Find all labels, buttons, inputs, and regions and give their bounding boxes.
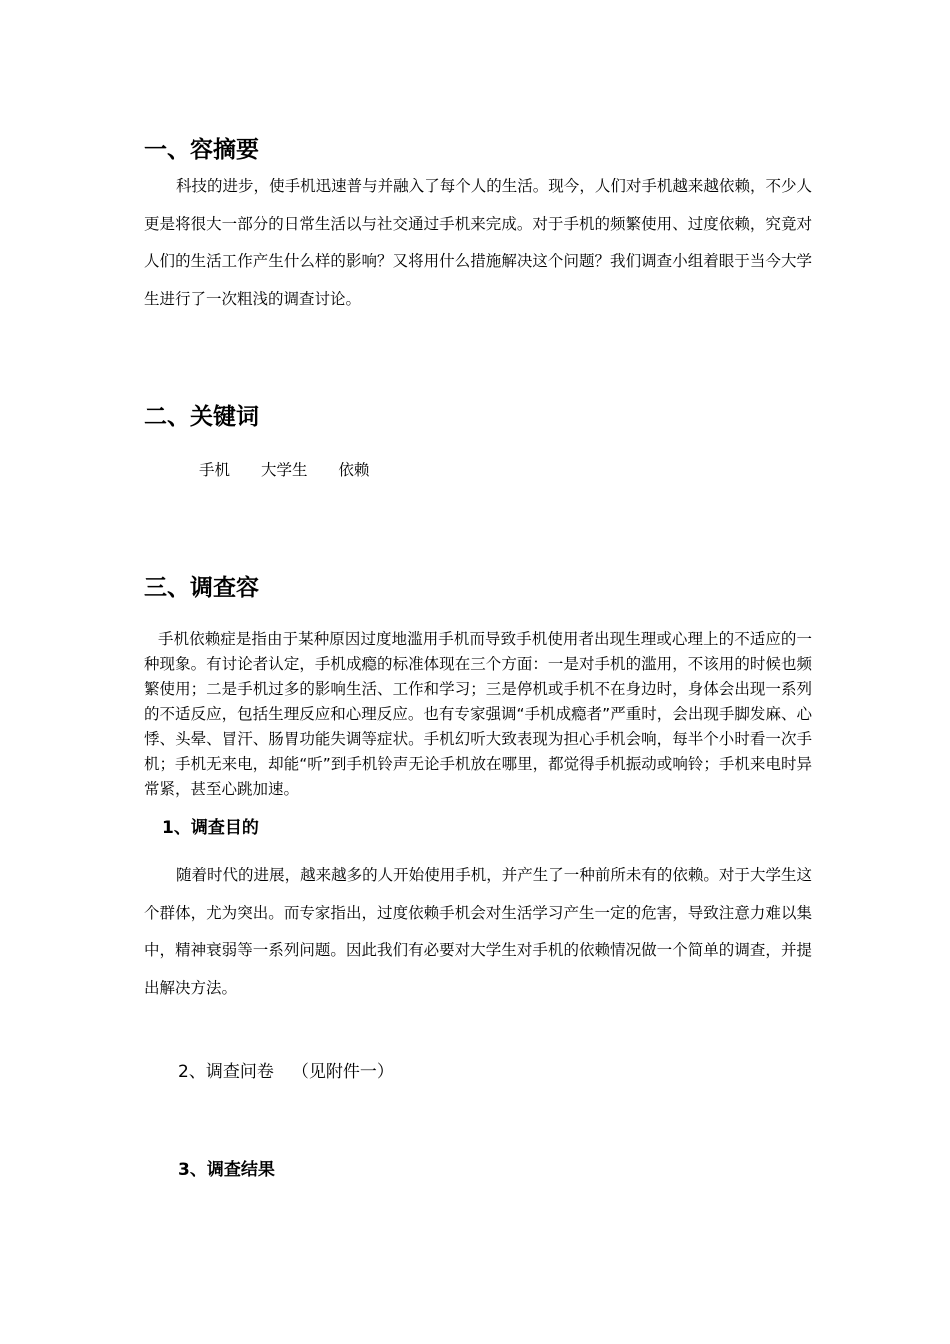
keyword-item: 手机 — [199, 461, 231, 479]
appendix-note: （见附件一） — [291, 1062, 394, 1082]
abstract-paragraph: 科技的进步，使手机迅速普与并融入了每个人的生活。现今，人们对手机越来越依赖，不少人更是将很大一部分的日常生活以与社交通过手机来完成。对于手机的频繁使用、过度依赖，究竟对人们的生活工作产生什么样的影响？又将用什么措施解决这个问题？我们调查小组着眼于当今大学生进行了一次粗浅的调查讨论。 — [144, 177, 812, 308]
subsection-title-questionnaire: 2、调查问卷 — [178, 1062, 274, 1082]
subsection-questionnaire — [178, 1058, 394, 1086]
purpose-paragraph: 随着时代的进展，越来越多的人开始使用手机，并产生了一种前所未有的依赖。对于大学生这个群体，尤为突出。而专家指出，过度依赖手机会对生活学习产生一定的危害，导致注意力难以集中，精神衰弱等一系列问题。因此我们有必要对大学生对手机的依赖情况做一个简单的调查，并提出解决方法。 — [144, 866, 812, 997]
section-heading-abstract: 一、容摘要 — [144, 137, 259, 163]
keyword-item: 大学生 — [260, 461, 308, 479]
section-heading-keywords: 二、关键词 — [144, 404, 259, 430]
subsection-title-purpose: 1、调查目的 — [162, 818, 259, 838]
survey-content-paragraph: 手机依赖症是指由于某种原因过度地滥用手机而导致手机使用者出现生理或心理上的不适应的一种现象。有讨论者认定，手机成瘾的标准体现在三个方面：一是对手机的滥用，不该用的时候也频繁使用；二是手机过多的影响生活、工作和学习；三是停机或手机不在身边时，身体会出现一系列的不适反应，包括生理反应和心理反应。也有专家强调“手机成瘾者”严重时，会出现手脚发麻、心悸、头晕、冒汗、肠胃功能失调等症状。手机幻听大致表现为担心手机会响，每半个小时看一次手机；手机无来电，却能“听”到手机铃声无论手机放在哪里，都觉得手机振动或响铃；手机来电时异常紧，甚至心跳加速。 — [144, 630, 812, 798]
section-heading-survey-content: 三、调查容 — [144, 575, 259, 601]
subsection-title-results: 3、调查结果 — [178, 1160, 275, 1180]
keyword-item: 依赖 — [338, 461, 370, 479]
keywords-list — [199, 456, 395, 484]
